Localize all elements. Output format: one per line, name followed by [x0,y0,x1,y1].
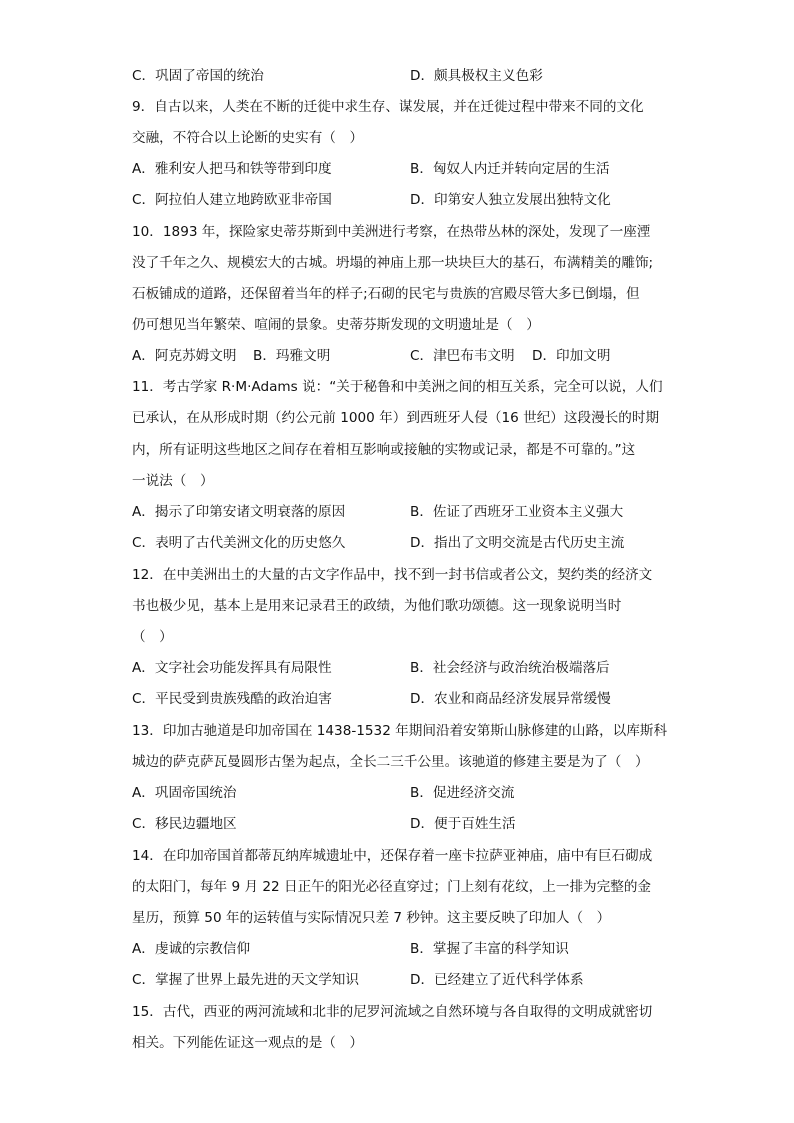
question-14-stem: 星历，预算 50 年的运转值与实际情况只差 7 秒钟。这主要反映了印加人（ ） [132,910,611,926]
q10-option-b: B．玛雅文明 [253,348,331,364]
q12-option-c: C．平民受到贵族残酷的政治迫害 [132,691,332,707]
q14-option-b: B．掌握了丰富的科学知识 [410,941,569,957]
q9-option-c: C．阿拉伯人建立地跨欧亚非帝国 [132,192,332,208]
q11-option-a: A．揭示了印第安诸文明衰落的原因 [132,504,346,520]
question-12-stem: 书也极少见，基本上是用来记录君王的政绩，为他们歌功颂德。这一现象说明当时 [132,598,622,614]
q9-option-b: B．匈奴人内迁并转向定居的生活 [410,161,610,177]
question-10-stem: 10．1893 年，探险家史蒂芬斯到中美洲进行考察，在热带丛林的深处，发现了一座湮 [132,224,651,240]
q10-option-d: D．印加文明 [532,348,611,364]
question-15-stem: 15．古代，西亚的两河流域和北非的尼罗河流域之自然环境与各自取得的文明成就密切 [132,1004,653,1020]
question-9-stem: 9．自古以来，人类在不断的迁徙中求生存、谋发展，并在迁徙过程中带来不同的文化 [132,99,644,115]
question-10-stem: 石板铺成的道路，还保留着当年的样子;石砌的民宅与贵族的宫殿尽管大多已倒塌，但 [132,286,640,302]
q14-option-a: A．虔诚的宗教信仰 [132,941,251,957]
q11-option-c: C．表明了古代美洲文化的历史悠久 [132,535,346,551]
option-c: C．巩固了帝国的统治 [132,68,264,84]
question-14-stem: 的太阳门，每年 9 月 22 日正午的阳光必径直穿过；门上刻有花纹，上一排为完整的金 [132,879,652,895]
q13-option-b: B．促进经济交流 [410,785,515,801]
question-11-stem: 内，所有证明这些地区之间存在着相互影响或接触的实物或记录，都是不可靠的。”这 [132,442,636,458]
q13-option-d: D．便于百姓生活 [410,816,516,832]
q14-option-c: C．掌握了世界上最先进的天文学知识 [132,972,359,988]
question-13-stem: 13．印加古驰道是印加帝国在 1438-1532 年期间沿着安第斯山脉修建的山路，以库斯科 [132,723,668,739]
q12-option-b: B．社会经济与政治统治极端落后 [410,660,610,676]
question-13-stem: 城边的萨克萨瓦曼圆形古堡为起点，全长二三千公里。该驰道的修建主要是为了（ ） [132,754,649,770]
question-11-stem: 已承认，在从形成时期（约公元前 1000 年）到西班牙人侵（16 世纪）这段漫长的时期 [132,410,660,426]
option-d: D．颇具极权主义色彩 [410,68,543,84]
q10-option-c: C．津巴布韦文明 [410,348,515,364]
question-10-stem: 没了千年之久、规模宏大的古城。坍塌的神庙上那一块块巨大的基石，布满精美的雕饰; [132,255,654,271]
q13-option-c: C．移民边疆地区 [132,816,237,832]
question-10-stem: 仍可想见当年繁荣、喧闹的景象。史蒂芬斯发现的文明遗址是（ ） [132,317,540,333]
question-14-stem: 14．在印加帝国首都蒂瓦纳库城遗址中，还保存着一座卡拉萨亚神庙，庙中有巨石砌成 [132,848,653,864]
q11-option-d: D．指出了文明交流是古代历史主流 [410,535,625,551]
question-11-stem: 11．考古学家 R·M·Adams 说：“关于秘鲁和中美洲之间的相互关系，完全可以说，人们 [132,379,663,395]
q9-option-a: A．雅利安人把马和铁等带到印度 [132,161,332,177]
q11-option-b: B．佐证了西班牙工业资本主义强大 [410,504,624,520]
q12-option-d: D．农业和商品经济发展异常缓慢 [410,691,611,707]
question-12-stem: 12．在中美洲出土的大量的古文字作品中，找不到一封书信或者公文，契约类的经济文 [132,567,653,583]
q10-option-a: A．阿克苏姆文明 [132,348,237,364]
question-9-stem: 交融，不符合以上论断的史实有（ ） [132,130,364,146]
q9-option-d: D．印第安人独立发展出独特文化 [410,192,611,208]
question-12-stem: （ ） [132,629,173,645]
question-15-stem: 相关。下列能佐证这一观点的是（ ） [132,1035,364,1051]
q14-option-d: D．已经建立了近代科学体系 [410,972,584,988]
q13-option-a: A．巩固帝国统治 [132,785,237,801]
q12-option-a: A．文字社会功能发挥具有局限性 [132,660,332,676]
question-11-stem: 一说法（ ） [132,473,214,489]
